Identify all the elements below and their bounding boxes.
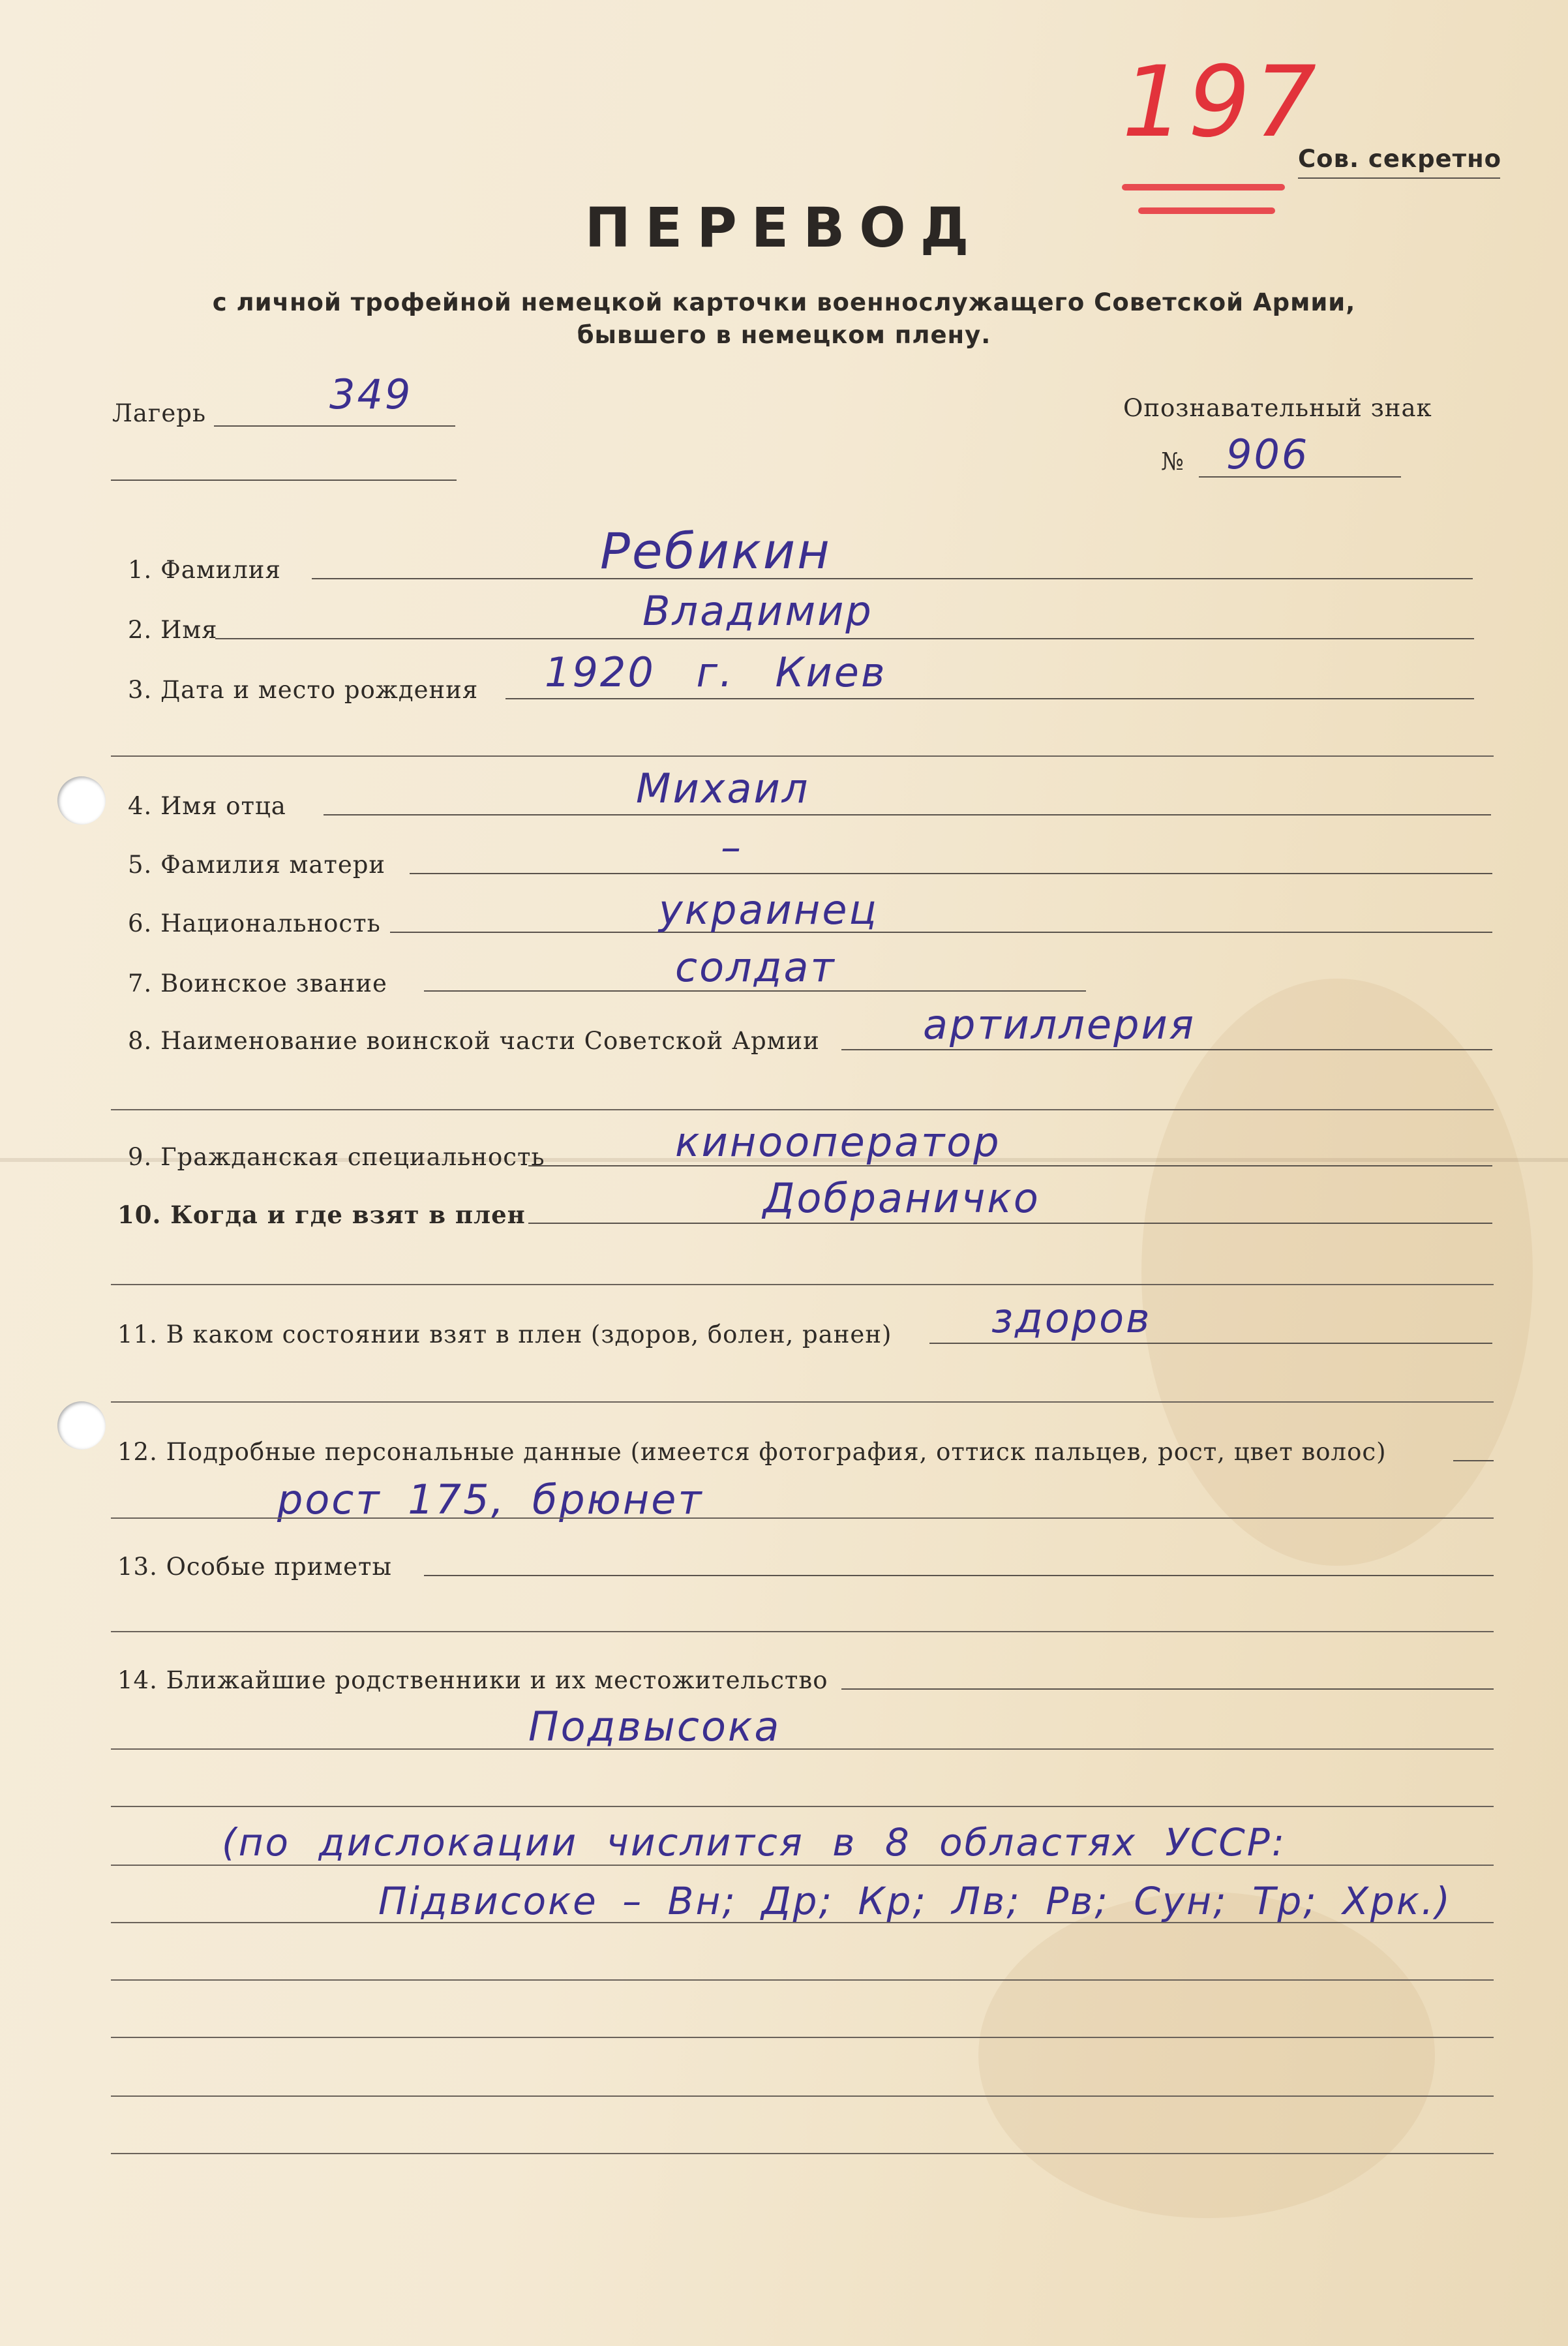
field-personal-value: рост 175, брюнет xyxy=(277,1476,704,1523)
field-capture-value: Добраничко xyxy=(763,1174,1040,1222)
field-birth-label: 3. Дата и место рождения xyxy=(128,676,479,704)
field-nationality-underline xyxy=(390,932,1492,933)
field-profession-underline xyxy=(528,1165,1492,1166)
ruled-line xyxy=(111,1865,1494,1866)
field-name-label: 2. Имя xyxy=(128,616,218,644)
ruled-line xyxy=(111,755,1494,757)
ruled-line xyxy=(111,1284,1494,1285)
field-condition-value: здоров xyxy=(991,1294,1152,1342)
ruled-line xyxy=(111,1979,1494,1981)
id-tag-value: 906 xyxy=(1226,431,1310,478)
field-birth-underline xyxy=(505,698,1474,699)
field-mother-label: 5. Фамилия матери xyxy=(128,851,386,879)
id-tag-label: Опознавательный знак xyxy=(1123,394,1432,422)
field-nationality-value: украинец xyxy=(659,886,879,934)
field-unit-underline xyxy=(841,1049,1492,1050)
field-surname-label: 1. Фамилия xyxy=(128,556,281,584)
field-father-value: Михаил xyxy=(636,765,810,812)
field-mother-value: – xyxy=(721,823,743,871)
field-capture-label: 10. Когда и где взят в плен xyxy=(117,1200,526,1229)
subtitle-line2: бывшего в немецком плену. xyxy=(577,321,991,349)
field-marks-underline xyxy=(424,1575,1494,1576)
red-underline xyxy=(1122,184,1285,190)
field-rank-label: 7. Воинское звание xyxy=(128,969,387,998)
ruled-line xyxy=(111,1748,1494,1750)
field-name-value: Владимир xyxy=(642,587,873,635)
field-profession-value: кинооператор xyxy=(675,1118,1001,1166)
field-condition-label: 11. В каком состоянии взят в плен (здоров, болен, ранен) xyxy=(117,1320,892,1348)
field-rank-value: солдат xyxy=(675,943,836,991)
ruled-line xyxy=(111,1109,1494,1110)
ruled-line xyxy=(111,2037,1494,2038)
field-condition-underline xyxy=(929,1343,1492,1344)
note-line2: Підвисоке – Вн; Др; Кр; Лв; Рв; Сун; Тр; Хрк.) xyxy=(378,1879,1452,1923)
camp-underline xyxy=(214,425,455,427)
field-mother-underline xyxy=(410,873,1492,874)
paper-stain xyxy=(978,1892,1435,2218)
secrecy-label: Сов. секретно xyxy=(1298,145,1502,173)
field-personal-underline xyxy=(1453,1460,1494,1461)
field-name-underline xyxy=(215,638,1474,639)
field-profession-label: 9. Гражданская специальность xyxy=(128,1143,545,1171)
field-father-underline xyxy=(324,814,1491,815)
ruled-line xyxy=(111,1631,1494,1632)
field-unit-value: артиллерия xyxy=(923,1001,1196,1048)
subtitle-line1: с личной трофейной немецкой карточки военнослужащего Советской Армии, xyxy=(212,288,1356,316)
field-birth-value: 1920 г. Киев xyxy=(545,648,887,696)
stamp-number: 197 xyxy=(1122,46,1321,159)
field-father-label: 4. Имя отца xyxy=(128,792,286,820)
id-number-label: № xyxy=(1161,448,1185,476)
ruled-line xyxy=(111,2153,1494,2154)
field-nationality-label: 6. Национальность xyxy=(128,909,381,937)
field-personal-label: 12. Подробные персональные данные (имеется фотография, оттиск пальцев, рост, цвет волос) xyxy=(117,1438,1387,1466)
field-capture-underline xyxy=(528,1223,1492,1224)
paper-stain xyxy=(1141,979,1533,1566)
punch-hole xyxy=(57,1401,106,1450)
ruled-line xyxy=(111,1806,1494,1807)
field-surname-underline xyxy=(312,578,1473,579)
camp-label: Лагерь xyxy=(112,399,207,427)
camp-underline-2 xyxy=(111,480,457,481)
field-relatives-value: Подвысока xyxy=(528,1703,781,1750)
ruled-line xyxy=(111,2095,1494,2097)
punch-hole xyxy=(57,776,106,825)
field-marks-label: 13. Особые приметы xyxy=(117,1553,392,1581)
field-relatives-underline xyxy=(841,1688,1494,1690)
document-title: ПЕРЕВОД xyxy=(584,196,984,260)
field-surname-value: Ребикин xyxy=(600,522,832,580)
note-line1: (по дислокации числится в 8 областях УССР: xyxy=(222,1820,1287,1865)
field-relatives-label: 14. Ближайшие родственники и их местожительство xyxy=(117,1666,828,1694)
ruled-line xyxy=(111,1401,1494,1403)
field-unit-label: 8. Наименование воинской части Советской Армии xyxy=(128,1027,820,1055)
ruled-line xyxy=(111,1517,1494,1519)
camp-value: 349 xyxy=(329,371,413,418)
secrecy-underline xyxy=(1298,177,1500,179)
